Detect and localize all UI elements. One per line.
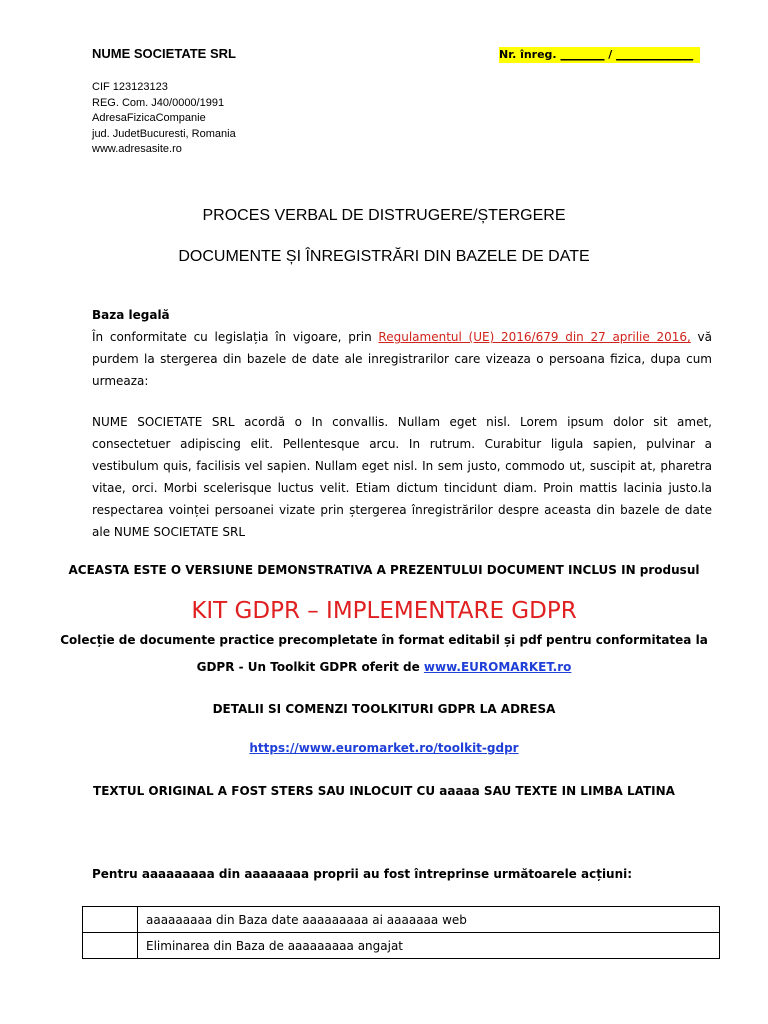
demo-notice: ACEASTA ESTE O VERSIUNE DEMONSTRATIVA A PREZENTULUI DOCUMENT INCLUS IN produsul <box>68 563 700 577</box>
company-county: jud. JudetBucuresti, Romania <box>92 127 236 140</box>
reg-number-blank: ________ <box>560 48 605 61</box>
kit-title: KIT GDPR – IMPLEMENTARE GDPR <box>191 598 577 624</box>
collection-line2 <box>0 660 768 674</box>
row-action-cell: Eliminarea din Baza de aaaaaaaaa angajat <box>138 933 720 959</box>
row-number-cell <box>83 933 138 959</box>
collection-line2-text: GDPR - Un Toolkit GDPR oferit de <box>196 660 424 674</box>
actions-intro: Pentru aaaaaaaaa din aaaaaaaa proprii au fost întreprinse următoarele acțiuni: <box>92 867 633 881</box>
company-address: AdresaFizicaCompanie <box>92 112 206 124</box>
document-title-line2: DOCUMENTE ȘI ÎNREGISTRĂRI DIN BAZELE DE DATE <box>178 248 590 265</box>
original-text-note: TEXTUL ORIGINAL A FOST STERS SAU INLOCUIT CU aaaaa SAU TEXTE IN LIMBA LATINA <box>93 784 675 798</box>
legal-basis-section <box>92 304 712 392</box>
reg-date-blank: ______________ <box>616 48 694 61</box>
row-action-cell: aaaaaaaaa din Baza date aaaaaaaaa ai aaaaaaa web <box>138 907 720 933</box>
legal-text-before: În conformitate cu legislația în vigoare, prin <box>92 330 379 344</box>
reg-separator: / <box>604 48 617 61</box>
row-number-cell <box>83 907 138 933</box>
body-paragraph: NUME SOCIETATE SRL acordă o In convallis. Nullam eget nisl. Lorem ipsum dolor sit amet, consectetuer adipiscing elit. Pellentesque arcu. In rutrum. Curabitur ligula sapien, pulvinar a vestibulum quis, facilisis vel sapien. Nullam eget nisl. In sem justo, commodo ut, suscipit at, pharetra vitae, orci. Morbi scelerisque luctus velit. Etiam dictum tincidunt diam. Proin mattis lacinia justo.la respectarea voinței persoanei vizate prin ștergerea înregistrărilor despre aceasta din bazele de date ale NUME SOCIETATE SRL <box>92 415 712 539</box>
euromarket-link[interactable]: www.EUROMARKET.ro <box>423 660 572 674</box>
document-title-line1: PROCES VERBAL DE DISTRUGERE/ȘTERGERE <box>202 207 566 224</box>
table-row <box>83 933 720 959</box>
company-cif: CIF 123123123 <box>92 81 168 93</box>
company-website: www.adresasite.ro <box>92 143 182 155</box>
company-info <box>92 80 236 158</box>
toolkit-link-line <box>0 741 768 755</box>
collection-line1: Colecție de documente practice precompletate în format editabil și pdf pentru conformitatea la <box>60 633 708 647</box>
actions-table <box>82 906 720 959</box>
regulation-link[interactable]: Regulamentul (UE) 2016/679 din 27 aprilie 2016, <box>378 330 691 344</box>
toolkit-link[interactable]: https://www.euromarket.ro/toolkit-gdpr <box>249 741 519 755</box>
legal-basis-text <box>92 326 712 392</box>
table-row <box>83 907 720 933</box>
legal-basis-heading: Baza legală <box>92 308 170 322</box>
legal-text-after: vă purdem la stergerea din bazele de date ale inregistrarilor care vizeaza o persoana fizica, dupa cum urmeaza: <box>92 330 712 388</box>
reg-label: Nr. înreg. <box>499 48 557 61</box>
company-reg-com: REG. Com. J40/0000/1991 <box>92 96 225 109</box>
details-heading: DETALII SI COMENZI TOOLKITURI GDPR LA ADRESA <box>212 702 556 716</box>
company-name: NUME SOCIETATE SRL <box>92 46 236 61</box>
registration-number-field <box>499 47 700 63</box>
